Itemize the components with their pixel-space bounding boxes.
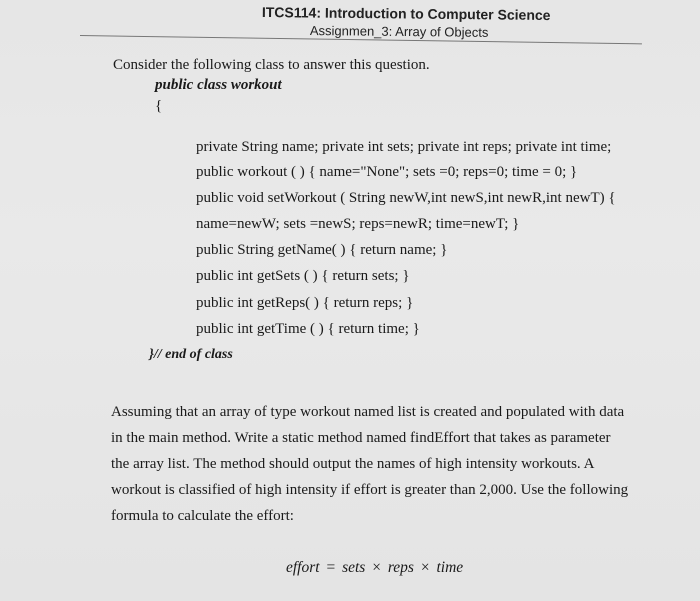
- code-line-getreps: public int getReps( ) { return reps; }: [196, 295, 414, 311]
- end-of-class: }// end of class: [149, 347, 233, 362]
- formula-term-time: time: [436, 559, 464, 576]
- open-brace: {: [155, 98, 163, 114]
- formula-equals: =: [326, 559, 336, 576]
- code-line-getname: public String getName( ) { return name; }: [196, 242, 448, 258]
- formula-term-sets: sets: [342, 559, 366, 576]
- formula-term-reps: reps: [387, 559, 414, 576]
- assignment-subtitle: Assignmen_3: Array of Objects: [309, 23, 489, 40]
- formula-times: ×: [372, 559, 381, 576]
- formula-times: ×: [420, 559, 430, 576]
- paragraph-line: in the main method. Write a static method named findEffort that takes as parameter: [111, 430, 611, 446]
- course-title: ITCS114: Introduction to Computer Science: [261, 4, 551, 24]
- paragraph-line: the array list. The method should output the names of high intensity workouts. A: [111, 456, 595, 472]
- paragraph-line: Assuming that an array of type workout named list is created and populated with data: [111, 404, 625, 420]
- formula-lhs: effort: [286, 559, 320, 576]
- code-line-setworkout: public void setWorkout ( String newW,int newS,int newR,int newT) {: [196, 190, 616, 206]
- code-line-constructor: public workout ( ) { name="None"; sets =0; reps=0; time = 0; }: [196, 164, 578, 180]
- code-line-fields: private String name; private int sets; private int reps; private int time;: [196, 139, 612, 155]
- code-line-setworkout-body: name=newW; sets =newS; reps=newR; time=newT; }: [196, 216, 520, 232]
- effort-formula: [286, 559, 463, 577]
- task-paragraph: [111, 399, 651, 529]
- code-line-getsets: public int getSets ( ) { return sets; }: [196, 268, 410, 284]
- code-line-gettime: public int getTime ( ) { return time; }: [196, 321, 420, 337]
- paragraph-line: workout is classified of high intensity if effort is greater than 2,000. Use the following: [111, 482, 629, 498]
- question-intro: Consider the following class to answer this question.: [113, 57, 430, 73]
- class-declaration: public class workout: [155, 77, 282, 93]
- paragraph-line: formula to calculate the effort:: [111, 508, 294, 524]
